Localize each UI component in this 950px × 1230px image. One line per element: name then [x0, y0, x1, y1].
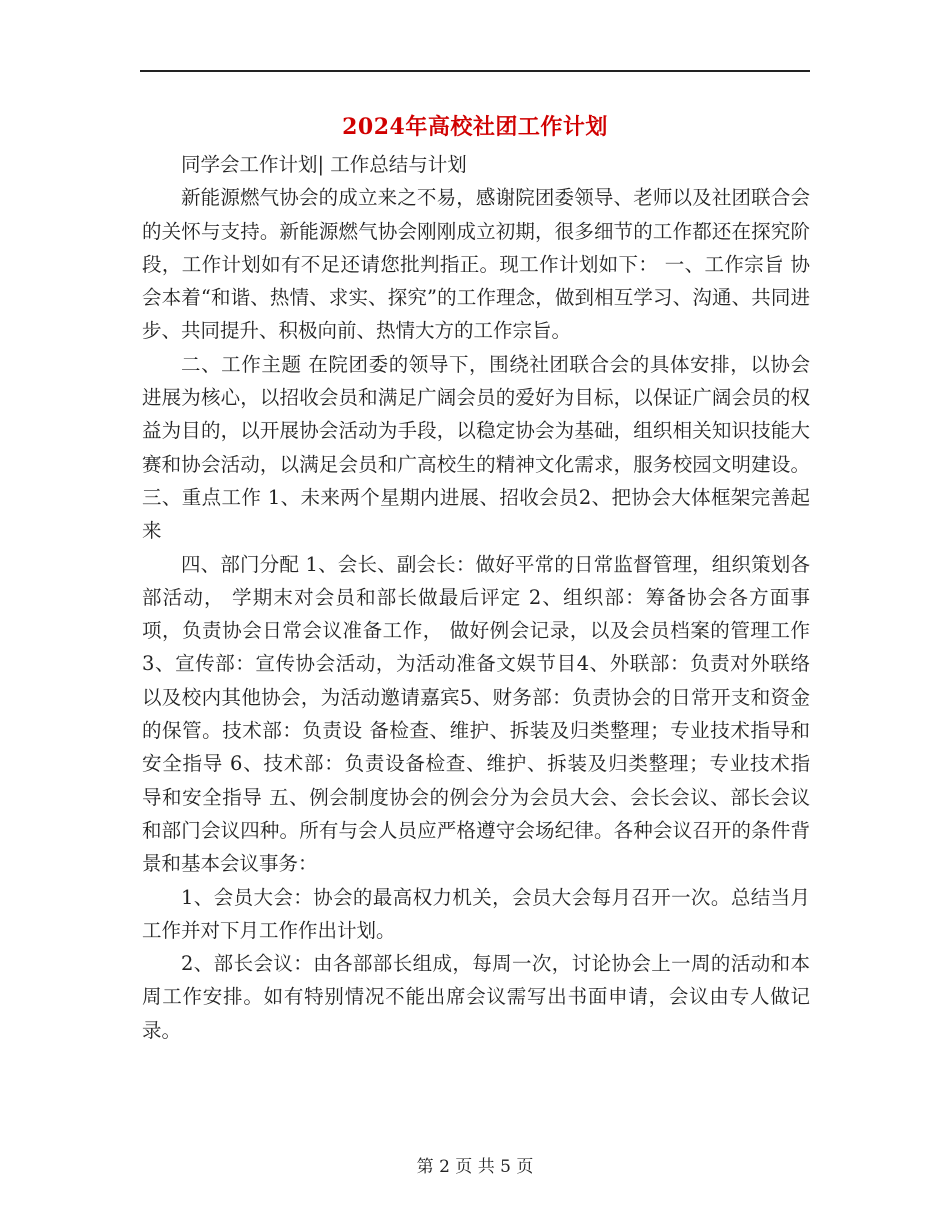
paragraph: 新能源燃气协会的成立来之不易，感谢院团委领导、老师以及社团联合会的关怀与支持。新能源燃气协会刚刚成立初期，很多细节的工作都还在探究阶段，工作计划如有不足还请您批判指正。现工作计划如下： 一、工作宗旨 协会本着“和谐、热情、求实、探究”的工作理念，做到相互学习、沟通、共同进步、共同提升、积极向前、热情大方的工作宗旨。	[142, 186, 810, 343]
subtitle-line: 同学会工作计划| 工作总结与计划	[181, 153, 467, 176]
document-body	[142, 148, 810, 1047]
paragraph: 四、部门分配 1、会长、副会长：做好平常的日常监督管理，组织策划各部活动， 学期末对会员和部长做最后评定 2、组织部：筹备协会各方面事项，负责协会日常会议准备工作， 做好例会记录，以及会员档案的管理工作3、宣传部：宣传协会活动，为活动准备文娱节目4、外联部：负责对外联络以及校内其他协会，为活动邀请嘉宾5、财务部：负责协会的日常开支和资金的保管。技术部：负责设 备检查、维护、拆装及归类整理；专业技术指导和安全指导 6、技术部：负责设备检查、维护、拆装及归类整理；专业技术指 导和安全指导 五、例会制度协会的例会分为会员大会、会长会议、部长会议和部门会议四种。所有与会人员应严格遵守会场纪律。各种会议召开的条件背景和基本会议事务：	[142, 552, 810, 876]
paragraph: 二、工作主题 在院团委的领导下，围绕社团联合会的具体安排，以协会进展为核心，以招收会员和满足广阔会员的爱好为目标，以保证广阔会员的权益为目的，以开展协会活动为手段，以稳定协会为基础，组织相关知识技能大赛和协会活动，以满足会员和广高校生的精神文化需求，服务校园文明建设。 三、重点工作 1、未来两个星期内进展、招收会员2、把协会大体框架完善起来	[142, 352, 810, 543]
page-number: 第 2 页 共 5 页	[416, 1157, 534, 1177]
header-rule	[140, 70, 810, 72]
paragraph: 1、会员大会：协会的最高权力机关，会员大会每月召开一次。总结当月工作并对下月工作作出计划。	[142, 885, 810, 942]
paragraph: 2、部长会议：由各部部长组成，每周一次，讨论协会上一周的活动和本周工作安排。如有特别情况不能出席会议需写出书面申请，会议由专人做记录。	[142, 952, 810, 1042]
document-title: 2024年高校社团工作计划	[342, 114, 608, 140]
